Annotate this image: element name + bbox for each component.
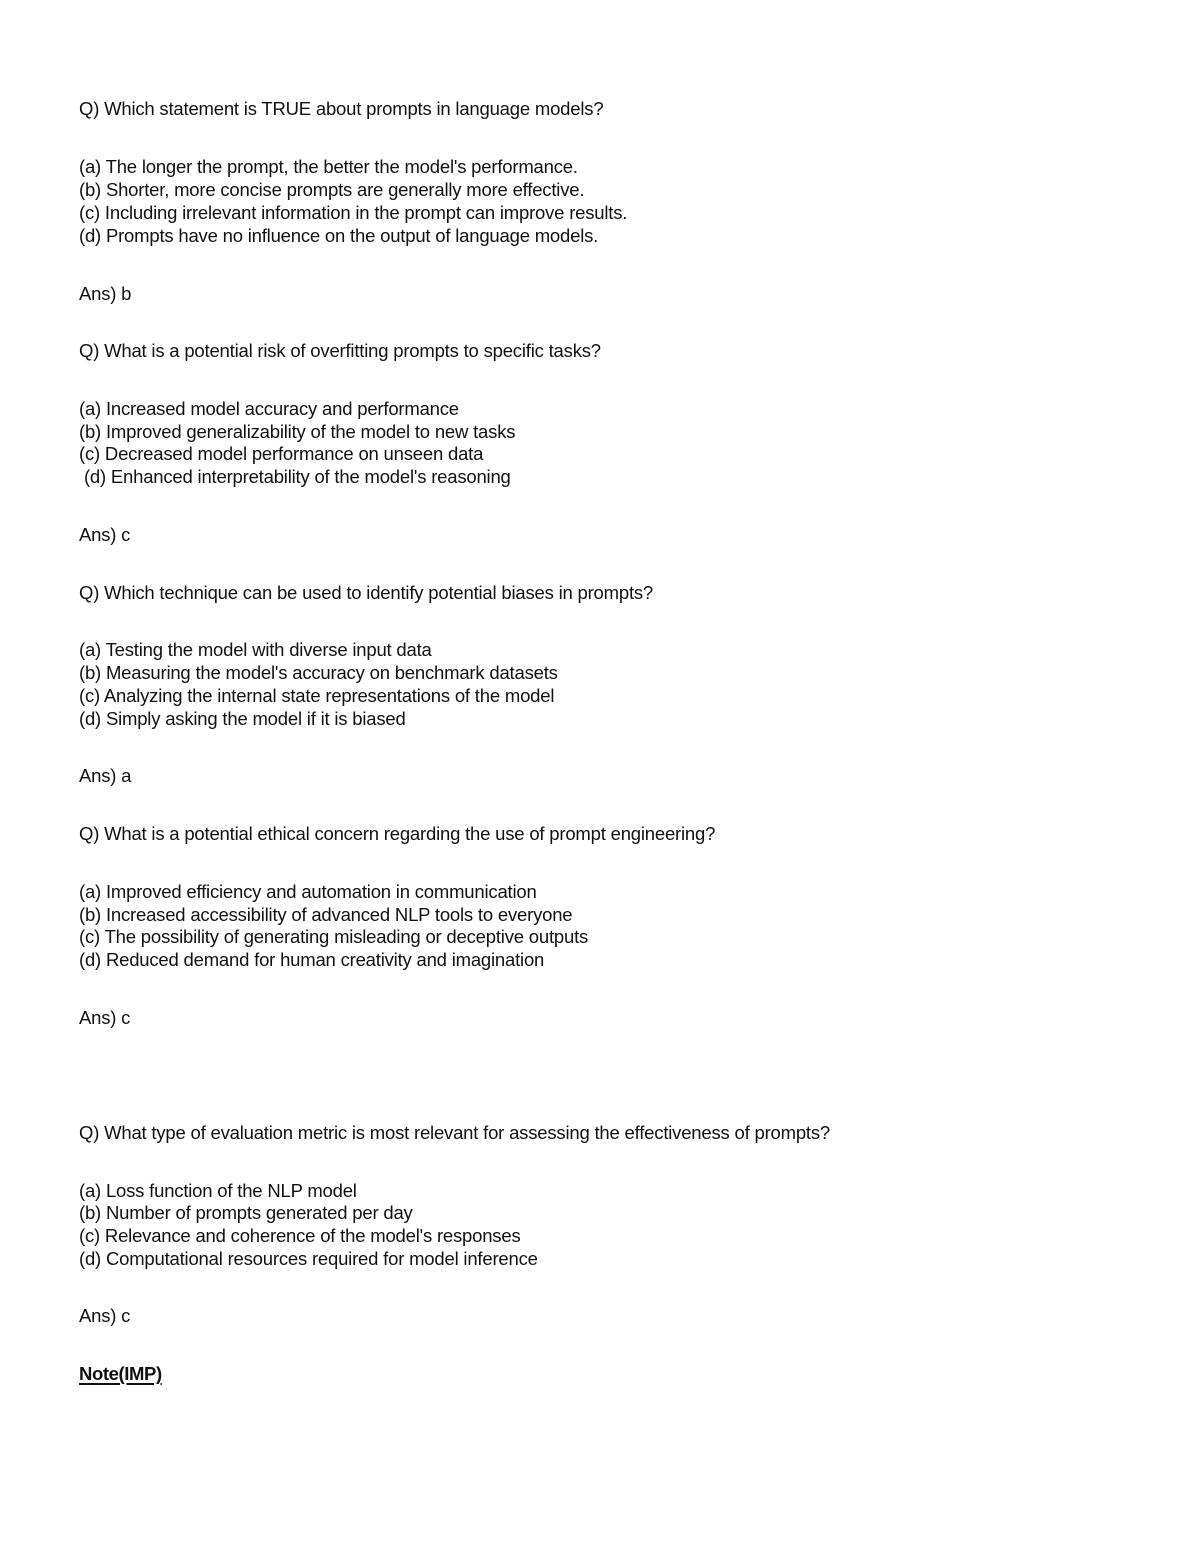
- question-5-text: Q) What type of evaluation metric is most relevant for assessing the effectiveness of prompts?: [79, 1122, 831, 1143]
- question-3-option-a: (a) Testing the model with diverse input data: [79, 639, 432, 660]
- question-3-text: Q) Which technique can be used to identify potential biases in prompts?: [79, 582, 654, 603]
- question-1-option-d: (d) Prompts have no influence on the output of language models.: [79, 225, 599, 246]
- question-3-answer: Ans) a: [79, 765, 132, 786]
- question-4-answer: Ans) c: [79, 1007, 131, 1028]
- question-3-option-d: (d) Simply asking the model if it is biased: [79, 708, 406, 729]
- question-4-option-a: (a) Improved efficiency and automation in communication: [79, 881, 537, 902]
- question-4-text: Q) What is a potential ethical concern regarding the use of prompt engineering?: [79, 823, 716, 844]
- question-4-option-b: (b) Increased accessibility of advanced NLP tools to everyone: [79, 904, 573, 925]
- question-5-option-a: (a) Loss function of the NLP model: [79, 1180, 357, 1201]
- question-2-text: Q) What is a potential risk of overfitting prompts to specific tasks?: [79, 340, 601, 361]
- question-4-option-d: (d) Reduced demand for human creativity and imagination: [79, 949, 545, 970]
- question-5-option-d: (d) Computational resources required for model inference: [79, 1248, 538, 1269]
- question-3-option-c: (c) Analyzing the internal state representations of the model: [79, 685, 555, 706]
- question-1-text: Q) Which statement is TRUE about prompts in language models?: [79, 98, 604, 119]
- question-2-option-c: (c) Decreased model performance on unseen data: [79, 443, 484, 464]
- question-3-option-b: (b) Measuring the model's accuracy on benchmark datasets: [79, 662, 558, 683]
- question-5-option-c: (c) Relevance and coherence of the model's responses: [79, 1225, 521, 1246]
- question-2-answer: Ans) c: [79, 524, 131, 545]
- question-2-option-a: (a) Increased model accuracy and performance: [79, 398, 459, 419]
- question-1-option-c: (c) Including irrelevant information in the prompt can improve results.: [79, 202, 628, 223]
- question-5-option-b: (b) Number of prompts generated per day: [79, 1202, 413, 1223]
- question-4-option-c: (c) The possibility of generating misleading or deceptive outputs: [79, 926, 589, 947]
- note-heading: Note(IMP): [79, 1363, 162, 1384]
- question-1-answer: Ans) b: [79, 283, 132, 304]
- question-2-option-b: (b) Improved generalizability of the model to new tasks: [79, 421, 516, 442]
- question-1-option-b: (b) Shorter, more concise prompts are generally more effective.: [79, 179, 585, 200]
- question-5-answer: Ans) c: [79, 1305, 131, 1326]
- question-1-option-a: (a) The longer the prompt, the better the model's performance.: [79, 156, 578, 177]
- question-2-option-d: (d) Enhanced interpretability of the model's reasoning: [79, 466, 511, 487]
